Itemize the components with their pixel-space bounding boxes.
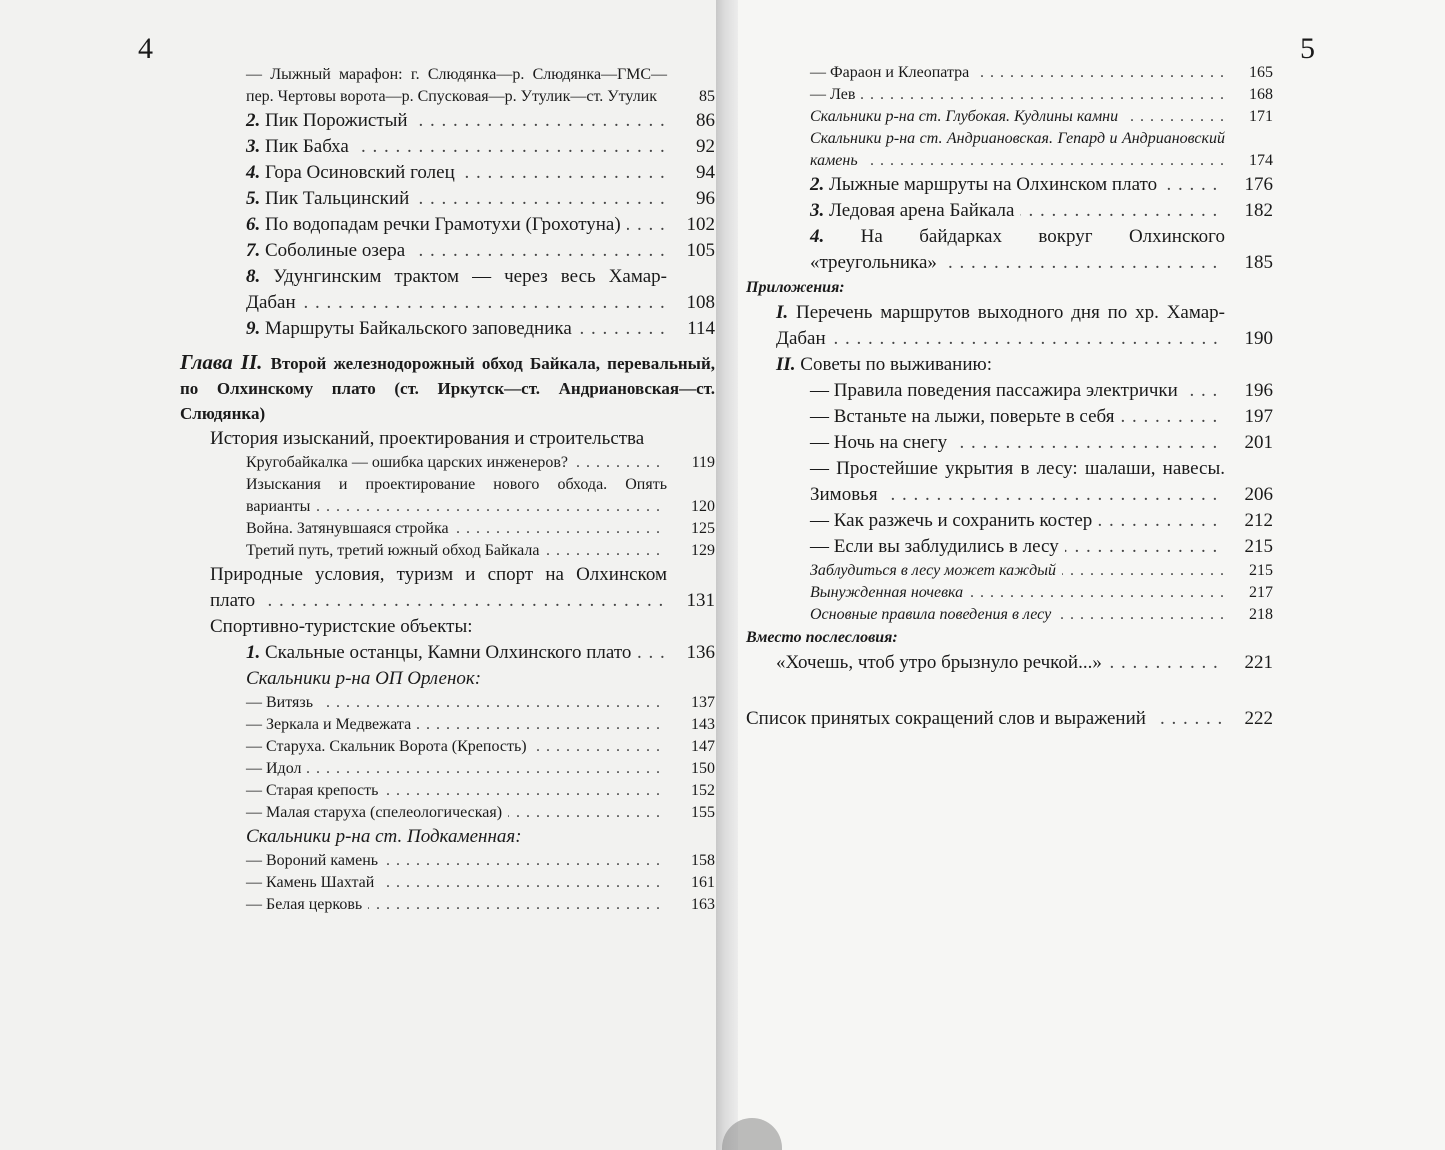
entry-text bbox=[810, 430, 1273, 456]
chapter-label: Глава II. bbox=[180, 350, 271, 374]
entry-text bbox=[246, 780, 715, 802]
entry-page: 218 bbox=[1245, 604, 1273, 626]
entry-page: 137 bbox=[687, 692, 715, 714]
entry-page: 201 bbox=[1241, 430, 1274, 456]
entry-text bbox=[810, 378, 1273, 404]
toc-entry bbox=[746, 404, 1273, 430]
section-heading: Приложения: bbox=[746, 279, 845, 296]
toc-entry bbox=[180, 264, 715, 316]
entry-text bbox=[746, 706, 1273, 732]
entry-text bbox=[776, 650, 1273, 676]
entry-page: 158 bbox=[687, 850, 715, 872]
entry-page: 92 bbox=[692, 134, 715, 160]
toc-entry bbox=[180, 780, 715, 802]
entry-text bbox=[210, 562, 715, 614]
book-gutter bbox=[716, 0, 738, 1150]
toc-entry bbox=[746, 62, 1273, 84]
toc-entry bbox=[180, 894, 715, 916]
entry-number: 6. bbox=[246, 214, 261, 235]
entry-title: — Правила поведения пассажира электрички bbox=[810, 380, 1178, 401]
entry-title: — Камень Шахтай bbox=[246, 874, 375, 891]
entry-title: Вынужденная ночевка bbox=[810, 584, 964, 601]
entry-page: 176 bbox=[1241, 172, 1274, 198]
entry-page: 221 bbox=[1241, 650, 1274, 676]
entry-page: 131 bbox=[683, 588, 716, 614]
toc-entry bbox=[746, 378, 1273, 404]
section-heading: Вместо послесловия: bbox=[746, 629, 898, 646]
entry-page: 196 bbox=[1241, 378, 1274, 404]
entry-text bbox=[246, 666, 715, 692]
entry-text bbox=[246, 474, 715, 518]
chapter-title: Второй железнодорожный обход Байкала, перевальный, по Олхинскому плато (ст. Иркутск—ст. Андриановская—ст. Слюдянка) bbox=[180, 354, 715, 423]
entry-text bbox=[246, 824, 715, 850]
toc-entry bbox=[180, 350, 715, 426]
entry-number: 8. bbox=[246, 266, 261, 287]
entry-page: 147 bbox=[687, 736, 715, 758]
entry-title: Третий путь, третий южный обход Байкала bbox=[246, 542, 540, 559]
entry-page: 185 bbox=[1241, 250, 1274, 276]
entry-title: «Хочешь, чтоб утро брызнуло речкой...» bbox=[776, 652, 1102, 673]
entry-page: 120 bbox=[687, 496, 715, 518]
entry-text bbox=[246, 518, 715, 540]
toc-entry bbox=[746, 300, 1273, 352]
toc-entry bbox=[180, 802, 715, 824]
toc-entry bbox=[180, 692, 715, 714]
entry-title: Советы по выживанию: bbox=[800, 354, 992, 375]
toc-entry bbox=[746, 456, 1273, 508]
entry-title: — Малая старуха (спелеологическая) bbox=[246, 804, 503, 821]
entry-text bbox=[810, 106, 1273, 128]
toc-entry bbox=[746, 534, 1273, 560]
entry-title: На байдарках вокруг Олхинского «треугольника» bbox=[810, 226, 1225, 273]
toc-entry bbox=[180, 238, 715, 264]
entry-text bbox=[246, 160, 715, 186]
entry-number: 9. bbox=[246, 318, 261, 339]
entry-number: I. bbox=[776, 302, 789, 323]
toc-entry bbox=[180, 736, 715, 758]
entry-text bbox=[810, 62, 1273, 84]
toc-entry bbox=[180, 872, 715, 894]
entry-text bbox=[210, 426, 715, 452]
entry-title: Война. Затянувшаяся стройка bbox=[246, 520, 449, 537]
entry-title: Скальники р-на ст. Андриановская. Гепард и Андриановский камень bbox=[810, 130, 1225, 169]
entry-title: Скальники р-на ст. Глубокая. Кудлины камни bbox=[810, 108, 1119, 125]
entry-title: Природные условия, туризм и спорт на Олхинском плато bbox=[210, 564, 667, 611]
entry-page: 94 bbox=[692, 160, 715, 186]
entry-title: Скальные останцы, Камни Олхинского плато bbox=[265, 642, 632, 663]
entry-text bbox=[246, 540, 715, 562]
toc-entry bbox=[180, 824, 715, 850]
entry-page: 215 bbox=[1245, 560, 1273, 582]
toc-entry bbox=[180, 160, 715, 186]
entry-page: 108 bbox=[683, 290, 716, 316]
entry-title: — Ночь на снегу bbox=[810, 432, 948, 453]
entry-title: — Зеркала и Медвежата bbox=[246, 716, 412, 733]
entry-page: 102 bbox=[683, 212, 716, 238]
entry-text bbox=[810, 508, 1273, 534]
entry-page: 182 bbox=[1241, 198, 1274, 224]
entry-title: Список принятых сокращений слов и выражений bbox=[746, 708, 1146, 729]
entry-text bbox=[246, 872, 715, 894]
entry-text bbox=[810, 224, 1273, 276]
entry-page: 206 bbox=[1241, 482, 1274, 508]
toc-entry bbox=[746, 172, 1273, 198]
entry-number: 5. bbox=[246, 188, 261, 209]
entry-number: 4. bbox=[810, 226, 825, 247]
entry-title: Основные правила поведения в лесу bbox=[810, 606, 1052, 623]
entry-text bbox=[810, 198, 1273, 224]
entry-text bbox=[810, 456, 1273, 508]
toc-entry bbox=[180, 518, 715, 540]
entry-page: 150 bbox=[687, 758, 715, 780]
entry-text bbox=[246, 264, 715, 316]
entry-text bbox=[246, 640, 715, 666]
toc-entry bbox=[180, 134, 715, 160]
entry-page: 190 bbox=[1241, 326, 1274, 352]
toc-entry bbox=[746, 582, 1273, 604]
entry-title: Пик Бабха bbox=[265, 136, 349, 157]
toc-entry bbox=[180, 666, 715, 692]
entry-text bbox=[246, 452, 715, 474]
entry-title: Перечень маршрутов выходного дня по хр. Хамар-Дабан bbox=[776, 302, 1226, 349]
entry-page: 217 bbox=[1245, 582, 1273, 604]
toc-entry bbox=[746, 84, 1273, 106]
entry-title: Кругобайкалка — ошибка царских инженеров? bbox=[246, 454, 568, 471]
entry-page: 125 bbox=[687, 518, 715, 540]
entry-text bbox=[810, 172, 1273, 198]
toc-entry bbox=[180, 640, 715, 666]
entry-title: Пик Тальцинский bbox=[265, 188, 410, 209]
entry-page: 105 bbox=[683, 238, 716, 264]
entry-title: Спортивно-туристские объекты: bbox=[210, 616, 473, 637]
entry-title: — Вороний камень bbox=[246, 852, 379, 869]
toc-entry bbox=[180, 540, 715, 562]
entry-title: Заблудиться в лесу может каждый bbox=[810, 562, 1056, 579]
entry-page: 96 bbox=[692, 186, 715, 212]
entry-page: 86 bbox=[692, 108, 715, 134]
entry-text bbox=[246, 64, 715, 108]
entry-text bbox=[810, 560, 1273, 582]
entry-title: — Старая крепость bbox=[246, 782, 379, 799]
toc-entry bbox=[746, 352, 1273, 378]
entry-number: II. bbox=[776, 354, 796, 375]
toc-entry bbox=[746, 224, 1273, 276]
entry-number: 4. bbox=[246, 162, 261, 183]
entry-text bbox=[810, 534, 1273, 560]
entry-title: Удунгинским трактом — через весь Хамар-Дабан bbox=[246, 266, 668, 313]
entry-text bbox=[810, 128, 1273, 172]
entry-text bbox=[810, 582, 1273, 604]
entry-number: 1. bbox=[246, 642, 261, 663]
right-toc bbox=[746, 62, 1273, 732]
entry-title: Скальники р-на ОП Орленок: bbox=[246, 668, 482, 689]
entry-title: По водопадам речки Грамотухи (Грохотуна) bbox=[265, 214, 621, 235]
entry-page: 163 bbox=[687, 894, 715, 916]
entry-number: 3. bbox=[810, 200, 825, 221]
entry-page: 155 bbox=[687, 802, 715, 824]
entry-title: — Лев bbox=[810, 86, 856, 103]
entry-title: Изыскания и проектирование нового обхода. Опять варианты bbox=[246, 476, 667, 515]
entry-text bbox=[810, 84, 1273, 106]
entry-text bbox=[210, 614, 715, 640]
toc-entry bbox=[746, 198, 1273, 224]
entry-number: 2. bbox=[810, 174, 825, 195]
entry-page: 114 bbox=[683, 316, 715, 342]
entry-text bbox=[246, 316, 715, 342]
entry-text bbox=[246, 714, 715, 736]
entry-text bbox=[246, 850, 715, 872]
entry-title: — Встаньте на лыжи, поверьте в себя bbox=[810, 406, 1115, 427]
entry-number: 2. bbox=[246, 110, 261, 131]
entry-title: — Если вы заблудились в лесу bbox=[810, 536, 1059, 557]
toc-entry bbox=[746, 650, 1273, 676]
toc-entry bbox=[746, 508, 1273, 534]
toc-entry bbox=[746, 106, 1273, 128]
entry-text bbox=[246, 212, 715, 238]
toc-entry bbox=[180, 850, 715, 872]
toc-entry bbox=[180, 316, 715, 342]
entry-page: 152 bbox=[687, 780, 715, 802]
entry-title: Гора Осиновский голец bbox=[265, 162, 455, 183]
entry-page: 136 bbox=[683, 640, 716, 666]
entry-title: Соболиные озера bbox=[265, 240, 406, 261]
toc-entry bbox=[746, 604, 1273, 626]
toc-entry bbox=[180, 212, 715, 238]
toc-entry bbox=[746, 706, 1273, 732]
entry-page: 171 bbox=[1245, 106, 1273, 128]
entry-text bbox=[246, 692, 715, 714]
entry-title: — Фараон и Клеопатра bbox=[810, 64, 970, 81]
entry-number: 3. bbox=[246, 136, 261, 157]
entry-title: — Лыжный марафон: г. Слюдянка—р. Слюдянка—ГМС—пер. Чертовы ворота—р. Спусковая—р. Утулик—ст. Утулик bbox=[246, 66, 667, 105]
entry-text bbox=[246, 108, 715, 134]
entry-page: 143 bbox=[687, 714, 715, 736]
entry-page: 168 bbox=[1245, 84, 1273, 106]
entry-text bbox=[776, 352, 1273, 378]
entry-text bbox=[246, 736, 715, 758]
toc-entry bbox=[180, 614, 715, 640]
left-toc bbox=[180, 64, 715, 916]
entry-text bbox=[246, 758, 715, 780]
entry-title: — Идол bbox=[246, 760, 302, 777]
entry-page: 222 bbox=[1241, 706, 1274, 732]
entry-text bbox=[246, 802, 715, 824]
entry-page: 119 bbox=[688, 452, 715, 474]
entry-text bbox=[246, 238, 715, 264]
entry-text bbox=[246, 894, 715, 916]
entry-page: 197 bbox=[1241, 404, 1274, 430]
entry-title: История изысканий, проектирования и строительства bbox=[210, 428, 645, 449]
entry-page: 129 bbox=[687, 540, 715, 562]
entry-title: — Старуха. Скальник Ворота (Крепость) bbox=[246, 738, 527, 755]
toc-entry bbox=[180, 562, 715, 614]
entry-page: 161 bbox=[687, 872, 715, 894]
toc-entry bbox=[180, 64, 715, 108]
entry-title: — Как разжечь и сохранить костер bbox=[810, 510, 1093, 531]
toc-entry bbox=[746, 128, 1273, 172]
toc-entry bbox=[180, 474, 715, 518]
entry-page: 165 bbox=[1245, 62, 1273, 84]
left-page-number: 4 bbox=[138, 32, 153, 65]
entry-title: Лыжные маршруты на Олхинском плато bbox=[829, 174, 1158, 195]
entry-title: — Простейшие укрытия в лесу: шалаши, навесы. Зимовья bbox=[810, 458, 1225, 505]
entry-text bbox=[810, 404, 1273, 430]
toc-entry bbox=[746, 430, 1273, 456]
entry-page: 174 bbox=[1245, 150, 1273, 172]
entry-title: — Витязь bbox=[246, 694, 313, 711]
toc-entry bbox=[180, 452, 715, 474]
entry-title: Скальники р-на ст. Подкаменная: bbox=[246, 826, 522, 847]
entry-text bbox=[810, 604, 1273, 626]
entry-title: Пик Порожистый bbox=[265, 110, 408, 131]
right-page-number: 5 bbox=[1300, 32, 1315, 65]
entry-page: 215 bbox=[1241, 534, 1274, 560]
entry-title: Ледовая арена Байкала bbox=[829, 200, 1015, 221]
entry-page: 212 bbox=[1241, 508, 1274, 534]
entry-text bbox=[776, 300, 1273, 352]
toc-entry bbox=[180, 426, 715, 452]
entry-number: 7. bbox=[246, 240, 261, 261]
entry-text bbox=[246, 186, 715, 212]
toc-entry bbox=[180, 186, 715, 212]
entry-page: 85 bbox=[695, 86, 715, 108]
entry-text bbox=[246, 134, 715, 160]
toc-entry bbox=[746, 560, 1273, 582]
entry-title: — Белая церковь bbox=[246, 896, 363, 913]
toc-entry bbox=[180, 108, 715, 134]
toc-entry bbox=[180, 714, 715, 736]
entry-title: Маршруты Байкальского заповедника bbox=[265, 318, 572, 339]
toc-entry bbox=[180, 758, 715, 780]
